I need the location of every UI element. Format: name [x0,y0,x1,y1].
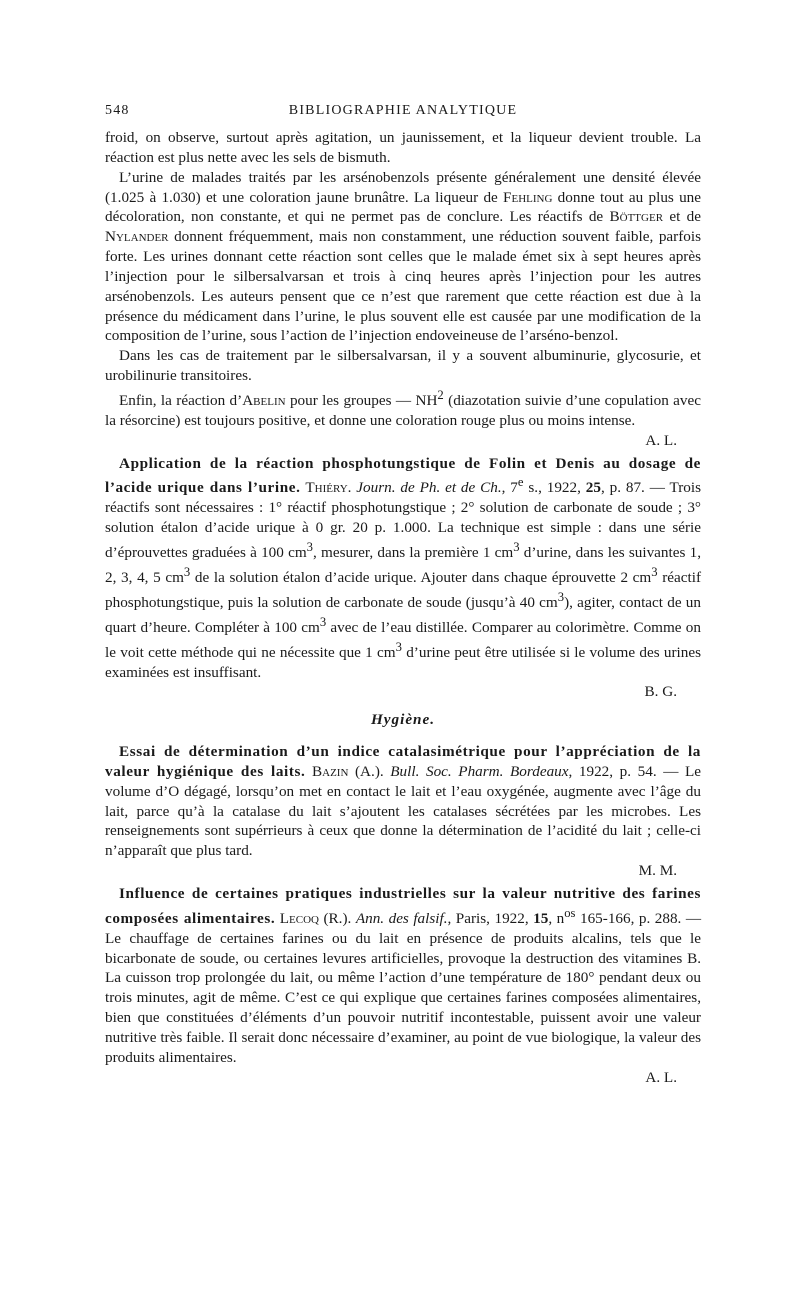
signature: A. L. [645,1068,677,1086]
paragraph: L’urine de malades traités par les arsénobenzols présente généralement une densité élevée (1.025 à 1.030) et une coloration jaune brunâtre. La liqueur de Fehling donne tout au plus une décoloration, non constante, et qui ne permet pas de conclure. Les réactifs de Böttger et de Nylander donnent fréquemment, mais non constamment, une réduction souvent faible, parfois forte. Les urines donnant cette réaction sont celles que le malade émet six à sept heures après l’injection pour le silbersalvarsan et trois à cinq heures après l’injection pour les autres arsénobenzols. Les auteurs pensent que ce n’est que rarement que cette réaction est due à la présence du médicament dans l’urine, le plus souvent elle est causée par une modification de la composition de l’urine, sous l’action de l’injection endoveineuse de l’arséno-benzol. [105,168,702,345]
journal-name: Bull. Soc. Pharm. Bordeaux [390,762,569,780]
author-name: Thiéry. [305,479,352,497]
article-title: Application de la réaction phosphotungstique de Folin et Denis au dosage de l’acide urique dans l’urine. [105,454,701,497]
article-catalasimetrique [105,742,701,881]
page-number: 548 [105,103,130,118]
article-body: Influence de certaines pratiques industrielles sur la valeur nutritive des farines composées alimentaires. Lecoq (R.). Ann. des falsif., Paris, 1922, 15, $n^{os}$ 165-166, p. 288. — Le chauffage de certaines farines ou du lait en présence de produits alcalins, tels que le bicarbonate de soude, ou certaines levures artificielles, provoque la destruction des vitamines B. La cuisson trop prolongée du lait, ou même l’action d’une température de 180° pendant deux ou trois minutes, agit de même. C’est ce qui explique que certaines farines composées alimentaires, bien que constituées d’éléments d’un pouvoir nutritif incontestable, puissent avoir une valeur nutritive très faible. Il serait donc nécessaire d’examiner, au point de vue biologique, la valeur des produits alimentaires. [105,884,702,1066]
article-title: Influence de certaines pratiques industrielles sur la valeur nutritive des farines composées alimentaires. [105,884,701,927]
author-name: Fehling [503,188,553,206]
running-title: BIBLIOGRAPHIE ANALYTIQUE [288,103,518,118]
paragraph: froid, on observe, surtout après agitation, un jaunissement, et la liqueur devient trouble. La réaction est plus nette avec les sels de bismuth. [105,129,701,166]
article-folin-denis [105,454,701,703]
journal-name: Ann. des falsif. [355,909,448,927]
author-name: Böttger [609,208,664,226]
author-name: Abelin [242,392,286,410]
article-body: Application de la réaction phosphotungstique de Folin et Denis au dosage de l’acide urique dans l’urine. Thiéry. Journ. de Ph. et de Ch., 7e s., 1922, 25, p. 87. — Trois réactifs sont nécessaires : 1° réactif phosphotungstique ; 2° solution de carbonate de soude ; 3° solution étalon d’acide urique à 0 gr. 20 p. 1.000. La technique est simple : dans une série d’éprouvettes graduées à 100 $cm^3$, mesurer, dans la première 1 $cm^3$ d’urine, dans les suivantes 1, 2, 3, 4, 5 $cm^3$ de la solution étalon d’acide urique. Ajouter dans chaque éprouvette 2 $cm^3$ réactif phosphotungstique, puis la solution de carbonate de soude (jusqu’à 40 $cm^3$), agiter, contact de un quart d’heure. Compléter à 100 $cm^3$ avec de l’eau distillée. Comparer au colorimètre. Comme on le voit cette méthode qui ne nécessite que 1 $cm^3$ d’urine peut être utilisée si le volume des urines examinées est insuffisant. [105,454,702,681]
article-farines [105,884,701,1088]
page-header [105,103,701,123]
signature: M. M. [638,862,677,880]
author-name: Nylander [105,228,169,246]
section-heading: Hygiène. [370,711,436,729]
signature: B. G. [644,683,677,701]
signature: A. L. [645,431,677,449]
author-name: Lecoq (R.). [279,909,352,927]
paragraph: Dans les cas de traitement par le silbersalvarsan, il y a souvent albuminurie, glycosurie, et urobilinurie transitoires. [105,347,701,385]
article-body: Essai de détermination d’un indice catalasimétrique pour l’appréciation de la valeur hygiénique des laits. Bazin (A.). Bull. Soc. Pharm. Bordeaux, 1922, p. 54. — Le volume d’O dégagé, lorsqu’on met en contact le lait et l’eau oxygénée, augmente avec l’âge du lait, parce qu’à la catalase du lait s’ajoutent les catalases sécrétées par les microbes. Les renseignements sont supérrieurs à ceux que donne la détermination de l’acidité du lait ; celle-ci n’apparaît que plus tard. [105,743,702,860]
journal-name: Journ. de Ph. et de Ch. [356,479,502,497]
paragraph: Enfin, la réaction d’Abelin pour les groupes — $NH^2$ (diazotation suivie d’une copulation avec la résorcine) est toujours positive, et donne une coloration rouge plus ou moins intense. [105,387,701,429]
author-name: Bazin (A.). [312,762,384,780]
article-title: Essai de détermination d’un indice catalasimétrique pour l’appréciation de la valeur hygiénique des laits. [105,743,701,780]
page-content [105,128,701,1087]
